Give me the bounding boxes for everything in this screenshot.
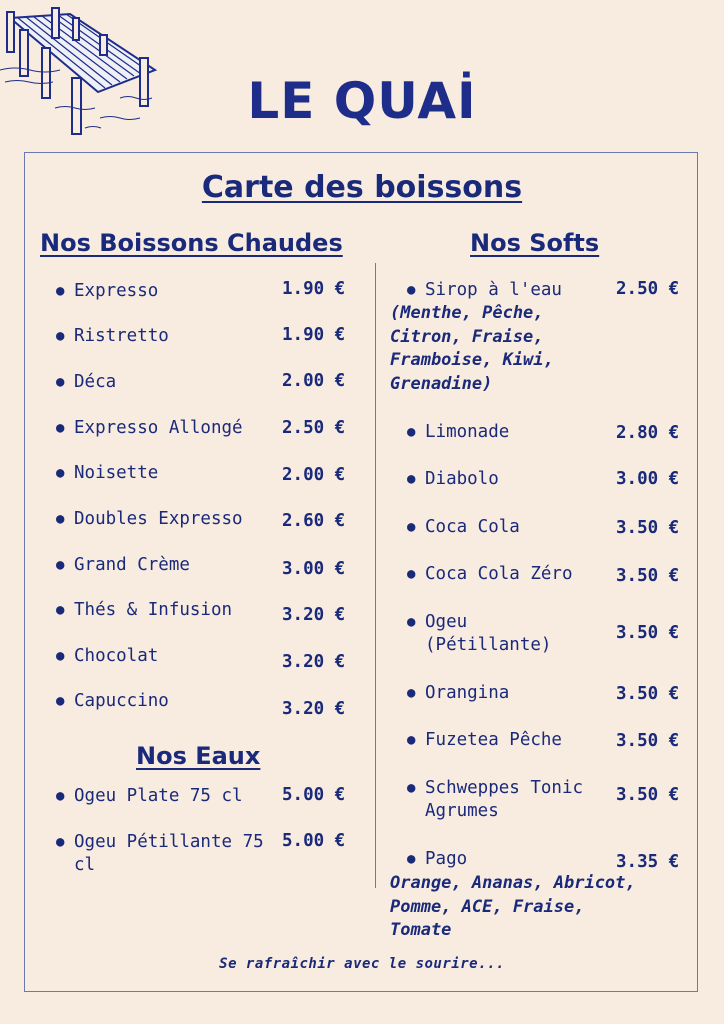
price: 3.50 € xyxy=(616,518,680,538)
list-item: ● Schweppes Tonic Agrumes xyxy=(407,778,584,821)
price: 5.00 € xyxy=(282,785,346,805)
price: 3.00 € xyxy=(616,469,680,489)
price: 3.20 € xyxy=(282,605,346,625)
price: 2.00 € xyxy=(282,465,346,485)
price: 1.90 € xyxy=(282,279,346,299)
price: 3.50 € xyxy=(616,785,680,805)
item-note: (Menthe, Pêche, Citron, Fraise, Framboise, Kiwi, Grenadine) xyxy=(390,303,554,394)
menu-title: Carte des boissons xyxy=(201,170,523,205)
list-item: ● Coca Cola xyxy=(407,517,520,537)
list-item: ● Coca Cola Zéro xyxy=(407,564,573,584)
list-item: ● Ogeu (Pétillante) xyxy=(407,612,552,655)
price: 3.20 € xyxy=(282,652,346,672)
list-item: ● Orangina xyxy=(407,683,510,703)
list-item: ● Thés & Infusion xyxy=(56,600,233,620)
hot-drinks-heading: Nos Boissons Chaudes xyxy=(40,229,343,257)
list-item: ● Noisette xyxy=(56,463,159,483)
column-divider xyxy=(375,263,376,888)
list-item: ● Ogeu Plate 75 cl xyxy=(56,786,243,806)
price: 3.50 € xyxy=(616,731,680,751)
price: 2.80 € xyxy=(616,423,680,443)
price: 3.35 € xyxy=(616,852,680,872)
price: 5.00 € xyxy=(282,831,346,851)
price: 1.90 € xyxy=(282,325,346,345)
brand-name: LE QUAİ xyxy=(247,72,477,130)
softs-heading: Nos Softs xyxy=(470,229,600,257)
list-item: ● Pago xyxy=(407,849,468,869)
waters-heading: Nos Eaux xyxy=(136,742,261,770)
footer-tagline: Se rafraîchir avec le sourire... xyxy=(219,956,505,972)
price: 3.50 € xyxy=(616,566,680,586)
list-item: ● Déca xyxy=(56,372,117,392)
list-item: ● Capuccino xyxy=(56,691,169,711)
item-note: Orange, Ananas, Abricot, Pomme, ACE, Fraise, Tomate xyxy=(390,873,636,940)
list-item: ● Ristretto xyxy=(56,326,169,346)
list-item: ● Expresso xyxy=(56,281,159,301)
price: 3.50 € xyxy=(616,684,680,704)
list-item: ● Sirop à l'eau xyxy=(407,280,562,300)
price: 3.20 € xyxy=(282,699,346,719)
list-item: ● Diabolo xyxy=(407,469,499,489)
list-item: ● Fuzetea Pêche xyxy=(407,730,562,750)
price: 2.00 € xyxy=(282,371,346,391)
price: 2.50 € xyxy=(616,279,680,299)
list-item: ● Ogeu Pétillante 75 cl xyxy=(56,832,264,875)
price: 2.50 € xyxy=(282,418,346,438)
list-item: ● Chocolat xyxy=(56,646,159,666)
list-item: ● Grand Crème xyxy=(56,555,190,575)
list-item: ● Limonade xyxy=(407,422,510,442)
price: 3.50 € xyxy=(616,623,680,643)
price: 3.00 € xyxy=(282,559,346,579)
price: 2.60 € xyxy=(282,511,346,531)
list-item: ● Expresso Allongé xyxy=(56,418,243,438)
list-item: ● Doubles Expresso xyxy=(56,509,243,529)
